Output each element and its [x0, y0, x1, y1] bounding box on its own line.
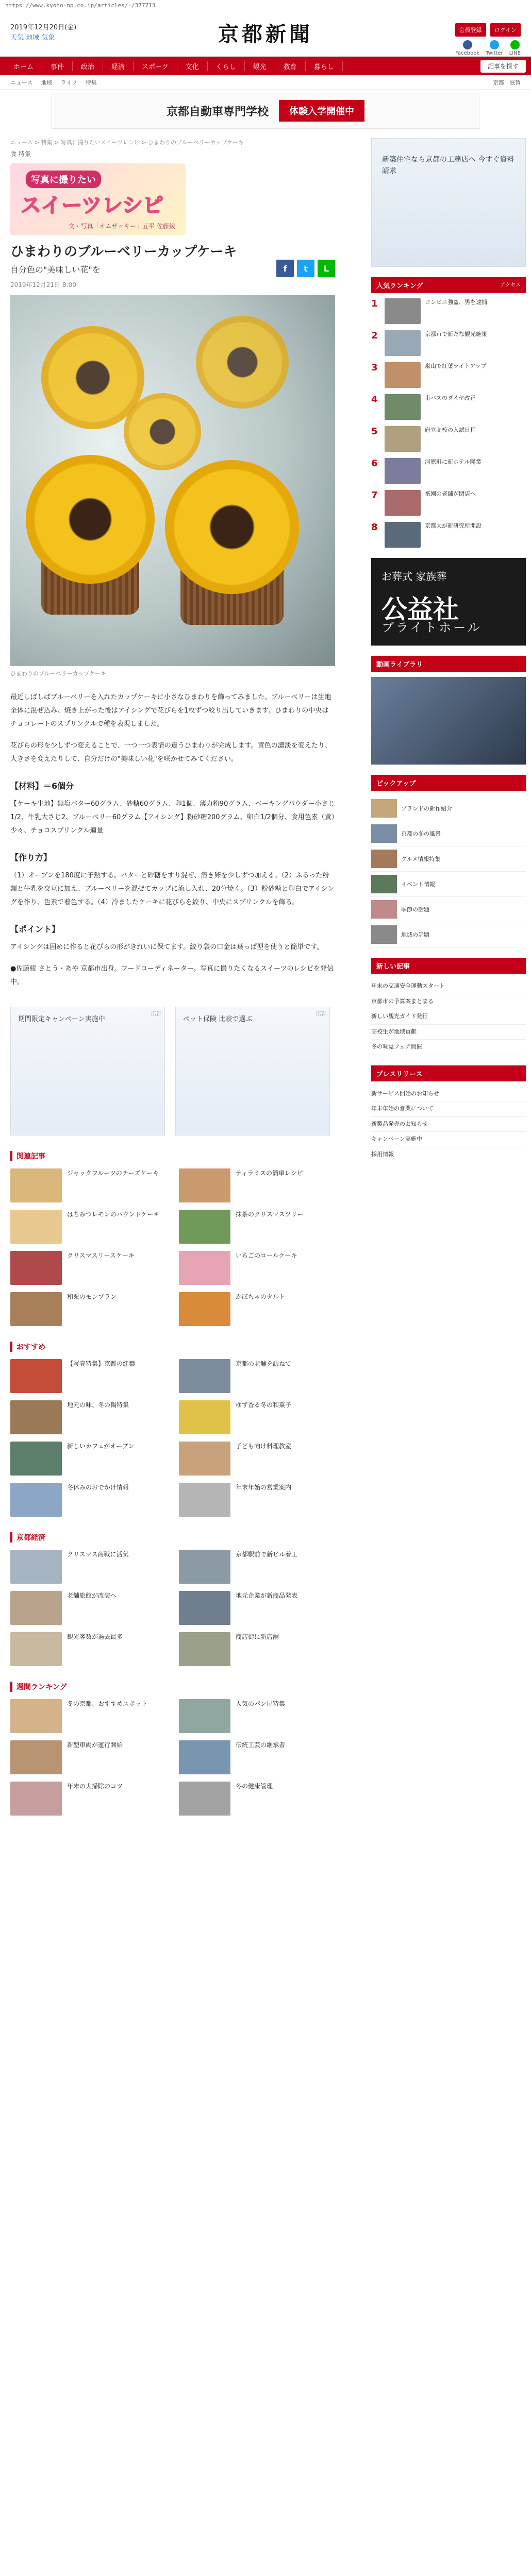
- weekly-list: [10, 1699, 335, 1816]
- social-links: [455, 40, 521, 56]
- news-heading: 新しい記事: [371, 958, 526, 974]
- facebook-icon: [463, 40, 472, 49]
- recommend-item[interactable]: 年末年始の営業案内: [179, 1483, 335, 1517]
- thumbnail: [371, 850, 397, 868]
- economy-item[interactable]: 観光客数が過去最多: [10, 1632, 167, 1666]
- thumbnail: [179, 1632, 230, 1666]
- pickup-item[interactable]: ブランドの新作紹介: [371, 796, 526, 821]
- related-item[interactable]: 抹茶のクリスマスツリー: [179, 1210, 335, 1244]
- thumbnail: [10, 1550, 62, 1584]
- area-switch: [493, 78, 521, 87]
- recommend-heading: おすすめ: [10, 1342, 335, 1352]
- ranking-item[interactable]: 3 嵐山で紅葉ライトアップ: [371, 362, 526, 388]
- area-shiga[interactable]: 滋賀: [509, 79, 521, 86]
- facebook-link[interactable]: Facebook: [455, 40, 479, 56]
- thumbnail: [179, 1483, 230, 1517]
- thumbnail: [179, 1550, 230, 1584]
- press-item[interactable]: 新サービス開始のお知らせ: [371, 1087, 526, 1102]
- recommend-list: [10, 1359, 335, 1517]
- thumbnail: [371, 900, 397, 919]
- thumbnail: [385, 362, 421, 388]
- ad-box[interactable]: [10, 1007, 165, 1136]
- subnav-item[interactable]: ライフ: [60, 79, 77, 86]
- series-banner[interactable]: [10, 163, 186, 235]
- share-twitter-icon[interactable]: t: [297, 260, 314, 277]
- twitter-icon: [490, 40, 499, 49]
- banner-title: スイーツレシピ: [21, 194, 163, 217]
- thumbnail: [10, 1699, 62, 1733]
- sidebar-ad-text: 新築住宅なら京都の工務店へ 今すぐ資料請求: [382, 156, 515, 176]
- economy-heading: 京都経済: [10, 1532, 335, 1543]
- main-nav: [0, 57, 531, 75]
- steps-heading: 【作り方】: [10, 853, 52, 863]
- pickup-item[interactable]: 地域の話題: [371, 922, 526, 947]
- thumbnail: [385, 426, 421, 452]
- thumbnail: [10, 1359, 62, 1393]
- page: [0, 10, 531, 90]
- thumbnail: [371, 875, 397, 893]
- author-profile: ●佐藤綾 さとう・あや 京都市出身。フードコーディネーター。写真に撮りたくなるスイーツのレシピを発信中。: [10, 965, 334, 987]
- related-item[interactable]: ティラミスの簡単レシピ: [179, 1168, 335, 1202]
- banner-label: 写真に撮りたい: [26, 171, 101, 188]
- sidebar-ad[interactable]: [371, 138, 526, 267]
- economy-list: [10, 1550, 335, 1666]
- weekly-item[interactable]: 年末の大掃除のコツ: [10, 1782, 167, 1816]
- ad-cta: 体験入学開催中: [279, 100, 364, 122]
- press-item[interactable]: 新製品発売のお知らせ: [371, 1117, 526, 1132]
- share-facebook-icon[interactable]: f: [276, 260, 294, 277]
- top-ad-banner[interactable]: [52, 93, 479, 129]
- thumbnail: [179, 1168, 230, 1202]
- pickup-list: [371, 796, 526, 947]
- ingredients-heading: 【材料】＝6個分: [10, 781, 74, 791]
- share-buttons: [276, 260, 335, 277]
- thumbnail: [179, 1782, 230, 1816]
- sunflower-image: [26, 455, 155, 584]
- thumbnail: [179, 1442, 230, 1476]
- subnav-item[interactable]: 特集: [85, 79, 97, 86]
- nav-item-seiji[interactable]: 政治: [73, 61, 103, 71]
- weekly-item[interactable]: 新型車両が運行開始: [10, 1740, 167, 1774]
- ingredients-text: 【ケーキ生地】無塩バター60グラム、砂糖60グラム、卵1個、薄力粉90グラム、ベーキングパウダー小さじ1/2、牛乳大さじ2、ブルーベリー60グラム【アイシング】粉砂糖200グラム、卵白1/2個分、食用色素（黄）少々、チョコスプリンクル適量: [10, 800, 335, 835]
- article-main: [10, 149, 335, 1816]
- pickup-item[interactable]: 京都の冬の風景: [371, 821, 526, 846]
- ad-advertiser: 京都自動車専門学校: [166, 105, 269, 118]
- nav-item-kyoiku[interactable]: 教育: [275, 61, 306, 71]
- sidebar: [371, 138, 526, 1162]
- search-button[interactable]: 記事を探す: [480, 60, 526, 73]
- thumbnail: [10, 1251, 62, 1285]
- sunflower-image: [165, 460, 299, 594]
- related-item[interactable]: はちみつレモンのパウンドケーキ: [10, 1210, 167, 1244]
- banner-credit: 文・写真「オムザッキー」五平 佐藤綾: [68, 223, 175, 230]
- body-paragraph: 最近しばしばブルーベリーを入れたカップケーキに小さなひまわりを飾ってみました。ブルーベリーは生地全体に混ぜ込み、焼き上がった後はアイシングで花びらを1枚ずつ絞り出していきます。ひまわりの中央はチョコレートのスプリンクルで種を表現しました。: [10, 693, 331, 728]
- thumbnail: [385, 490, 421, 516]
- thumbnail: [385, 330, 421, 356]
- recommend-item[interactable]: 地元の味、冬の鍋特集: [10, 1400, 167, 1434]
- nav-item-jiken[interactable]: 事件: [42, 61, 73, 71]
- nav-item-kanko[interactable]: 観光: [245, 61, 275, 71]
- site-logo[interactable]: 京都新聞: [218, 22, 313, 46]
- line-link[interactable]: LINE: [509, 40, 521, 56]
- economy-item[interactable]: 京都駅前で新ビル着工: [179, 1550, 335, 1584]
- news-list: [371, 979, 526, 1055]
- related-list: [10, 1168, 335, 1326]
- subnav-item[interactable]: 地域: [41, 79, 53, 86]
- news-item[interactable]: 京都市の予算案まとまる: [371, 994, 526, 1010]
- recommend-item[interactable]: 子ども向け料理教室: [179, 1442, 335, 1476]
- photo-caption: ひまわりのブルーベリーカップケーキ: [10, 670, 106, 677]
- economy-item[interactable]: 地元企業が新商品発表: [179, 1591, 335, 1625]
- nav-item-life[interactable]: 暮らし: [306, 61, 343, 71]
- share-line-icon[interactable]: L: [318, 260, 335, 277]
- thumbnail: [10, 1632, 62, 1666]
- weekly-item[interactable]: 人気のパン屋特集: [179, 1699, 335, 1733]
- ad-text: 期間限定キャンペーン実施中: [18, 1015, 105, 1024]
- header-buttons: [455, 23, 521, 37]
- economy-item[interactable]: クリスマス商戦に活気: [10, 1550, 167, 1584]
- pickup-item[interactable]: イベント情報: [371, 872, 526, 897]
- economy-item[interactable]: 商店街に新店舗: [179, 1632, 335, 1666]
- press-item[interactable]: 年末年始の営業について: [371, 1101, 526, 1117]
- ranking-item[interactable]: 8 京都大が新研究所開設: [371, 522, 526, 548]
- thumbnail: [371, 799, 397, 818]
- pickup-item[interactable]: グルメ情報特集: [371, 846, 526, 872]
- sunflower-image: [196, 316, 289, 409]
- ranking-item[interactable]: 5 府立高校の入試日程: [371, 426, 526, 452]
- article-title: ひまわりのブルーベリーカップケーキ: [10, 244, 237, 260]
- article-body: [10, 691, 335, 989]
- body-paragraph: 花びらの形を少しずつ変えることで、一つ一つ表情の違うひまわりが完成します。黄色の濃淡を変えたり、大きさを変えたりして、自分だけの"美味しい花"を咲かせてみてください。: [10, 742, 331, 764]
- ad-text: ペット保険 比較で選ぶ: [183, 1015, 253, 1024]
- thumbnail: [10, 1591, 62, 1625]
- steps-text: （1）オーブンを180度に予熱する。バターと砂糖をすり混ぜ、溶き卵を少しずつ加える。（2）ふるった粉類と牛乳を交互に加え、ブルーベリーを混ぜてカップに流し入れ、20分焼く。（3）粉砂糖と卵白でアイシングを作り、色素で着色する。（4）冷ましたケーキに花びらを絞り、中央にスプリンクルを飾る。: [10, 872, 335, 907]
- recommend-item[interactable]: ゆず香る冬の和菓子: [179, 1400, 335, 1434]
- thumbnail: [10, 1210, 62, 1244]
- mid-ads: [10, 1007, 335, 1136]
- video-thumbnail[interactable]: [371, 677, 526, 765]
- header: [0, 10, 531, 57]
- login-button[interactable]: ログイン: [490, 23, 521, 37]
- thumbnail: [179, 1210, 230, 1244]
- thumbnail: [371, 925, 397, 944]
- article-category[interactable]: 食 特集: [10, 150, 31, 158]
- recommend-item[interactable]: 【写真特集】京都の紅葉: [10, 1359, 167, 1393]
- thumbnail: [10, 1442, 62, 1476]
- breadcrumb[interactable]: ニュース > 特集 > 写真に撮りたいスイーツレシピ > ひまわりのブルーベリーカップケーキ: [10, 139, 244, 146]
- nav-item-home[interactable]: ホーム: [5, 61, 42, 71]
- article-date: 2019年12月21日 8:00: [10, 281, 76, 289]
- thumbnail: [179, 1740, 230, 1774]
- sub-nav: [0, 75, 531, 90]
- ranking-item[interactable]: 7 祇園の老舗が閉店へ: [371, 490, 526, 516]
- thumbnail: [179, 1359, 230, 1393]
- recommend-item[interactable]: 京都の老舗を訪ねて: [179, 1359, 335, 1393]
- weekly-item[interactable]: 冬の京都、おすすめスポット: [10, 1699, 167, 1733]
- nav-item-bunka[interactable]: 文化: [177, 61, 208, 71]
- thumbnail: [385, 298, 421, 324]
- news-item[interactable]: 高校生が地域貢献: [371, 1025, 526, 1040]
- thumbnail: [385, 458, 421, 484]
- url-bar: https://www.kyoto-np.co.jp/articles/-/377713: [5, 2, 156, 9]
- twitter-link[interactable]: Twitter: [486, 40, 503, 56]
- date-text: 2019年12月20日(金): [10, 24, 77, 31]
- thumbnail: [10, 1292, 62, 1326]
- nav-item-sports[interactable]: スポーツ: [134, 61, 177, 71]
- line-icon: [510, 40, 520, 49]
- related-item[interactable]: 和栗のモンブラン: [10, 1292, 167, 1326]
- thumbnail: [10, 1483, 62, 1517]
- nav-item-kurashi[interactable]: くらし: [208, 61, 245, 71]
- related-item[interactable]: いちごのロールケーキ: [179, 1251, 335, 1285]
- area-kyoto[interactable]: 京都: [493, 79, 504, 86]
- weekly-heading: 週間ランキング: [10, 1682, 335, 1692]
- thumbnail: [179, 1400, 230, 1434]
- recommend-item[interactable]: 新しいカフェがオープン: [10, 1442, 167, 1476]
- press-item[interactable]: 採用情報: [371, 1147, 526, 1163]
- point-heading: 【ポイント】: [10, 924, 60, 935]
- ranking-heading: 人気ランキング アクセス: [371, 277, 526, 293]
- press-list: [371, 1087, 526, 1163]
- ranking-item[interactable]: 2 京都市で新たな観光施策: [371, 330, 526, 356]
- point-text: アイシングは固めに作ると花びらの形がきれいに保てます。絞り袋の口金は葉っぱ型を使うと簡単です。: [10, 943, 324, 952]
- ad-tag: 広告: [316, 1011, 326, 1018]
- weekly-item[interactable]: 伝統工芸の継承者: [179, 1740, 335, 1774]
- related-item[interactable]: かぼちゃのタルト: [179, 1292, 335, 1326]
- related-item[interactable]: クリスマスリースケーキ: [10, 1251, 167, 1285]
- thumbnail: [385, 394, 421, 420]
- thumbnail: [179, 1699, 230, 1733]
- thumbnail: [371, 824, 397, 843]
- press-item[interactable]: キャンペーン実施中: [371, 1132, 526, 1147]
- thumbnail: [10, 1740, 62, 1774]
- subnav-item[interactable]: ニュース: [10, 79, 33, 86]
- thumbnail: [10, 1782, 62, 1816]
- article-subtitle: 自分色の"美味しい花"を: [10, 265, 101, 275]
- thumbnail: [10, 1168, 62, 1202]
- weekly-item[interactable]: 冬の健康管理: [179, 1782, 335, 1816]
- ranking-item[interactable]: 1 コンビニ強盗、男を逮捕: [371, 298, 526, 324]
- thumbnail: [10, 1400, 62, 1434]
- ranking-item[interactable]: 6 河原町に新ホテル開業: [371, 458, 526, 484]
- thumbnail: [385, 522, 421, 548]
- register-button[interactable]: 会員登録: [455, 23, 486, 37]
- nav-item-keizai[interactable]: 経済: [103, 61, 134, 71]
- pickup-heading: ピックアップ: [371, 775, 526, 791]
- ad-box[interactable]: [175, 1007, 330, 1136]
- ad-tag: 広告: [151, 1011, 161, 1018]
- news-item[interactable]: 冬の味覚フェア開催: [371, 1040, 526, 1055]
- recommend-item[interactable]: 冬休みのおでかけ情報: [10, 1483, 167, 1517]
- thumbnail: [179, 1591, 230, 1625]
- video-heading: 動画ライブラリ: [371, 656, 526, 672]
- article-photo[interactable]: [10, 295, 335, 666]
- news-item[interactable]: 年末の交通安全運動スタート: [371, 979, 526, 994]
- pickup-item[interactable]: 季節の話題: [371, 897, 526, 922]
- weather-link[interactable]: 天気 地域 気象: [10, 34, 55, 42]
- related-item[interactable]: ジャックフルーツのチーズケーキ: [10, 1168, 167, 1202]
- sunflower-image: [124, 393, 201, 470]
- economy-item[interactable]: 老舗旅館が改装へ: [10, 1591, 167, 1625]
- related-heading: 関連記事: [10, 1151, 335, 1161]
- funeral-ad[interactable]: お葬式 家族葬 公益社 ブライトホール: [371, 558, 526, 646]
- news-item[interactable]: 新しい観光ガイド発行: [371, 1009, 526, 1025]
- ranking-item[interactable]: 4 市バスのダイヤ改正: [371, 394, 526, 420]
- thumbnail: [179, 1292, 230, 1326]
- press-heading: プレスリリース: [371, 1065, 526, 1081]
- thumbnail: [179, 1251, 230, 1285]
